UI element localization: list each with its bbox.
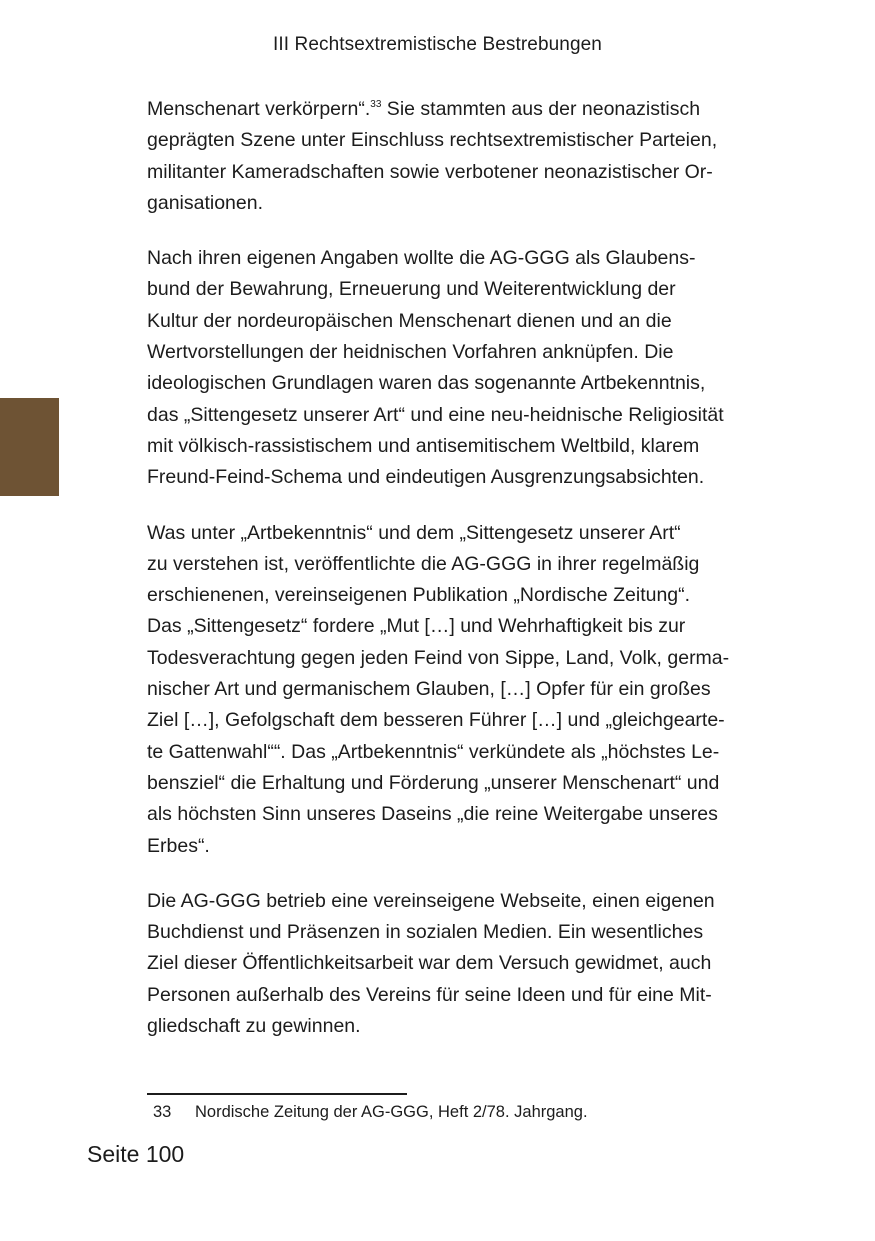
text-line: bensziel“ die Erhaltung und Förderung „unserer Menschenart“ und [147,771,720,794]
text-line: militanter Kameradschaften sowie verbotener neonazistischer Or- [147,160,713,183]
running-header: III Rechtsextremistische Bestrebungen [273,34,602,55]
text-line: geprägten Szene unter Einschluss rechtsextremistischer Parteien, [147,129,718,152]
text-line [147,94,787,125]
text-line: zu verstehen ist, veröffentlichte die AG-GGG in ihrer regelmäßig [147,552,700,575]
text-line: Was unter „Artbekenntnis“ und dem „Sittengesetz unserer Art“ [147,521,681,544]
text-line: ganisationen. [147,191,264,214]
text-line: Erbes“. [147,834,210,857]
page-number: Seite 100 [87,1141,185,1167]
text-line: Todesverachtung gegen jeden Feind von Sippe, Land, Volk, germa- [147,646,730,669]
paragraph-1 [147,94,787,219]
paragraph-2 [147,243,787,493]
text-line: nischer Art und germanischem Glauben, […] Opfer für ein großes [147,678,711,701]
text-line: das „Sittengesetz unserer Art“ und eine neu-heidnische Religiosität [147,403,724,426]
text-line: bund der Bewahrung, Erneuerung und Weiterentwicklung der [147,278,676,301]
chapter-side-tab [0,398,59,496]
text-line: Nach ihren eigenen Angaben wollte die AG-GGG als Glaubens- [147,247,696,270]
text-line: Die AG-GGG betrieb eine vereinseigene Webseite, einen eigenen [147,889,715,912]
paragraph-4 [147,886,787,1042]
text-line: Ziel […], Gefolgschaft dem besseren Führer […] und „gleichgearte- [147,709,725,732]
text-line: gliedschaft zu gewinnen. [147,1015,361,1038]
text-line: Freund-Feind-Schema und eindeutigen Ausgrenzungsabsichten. [147,466,705,489]
text-line: erschienenen, vereinseigenen Publikation „Nordische Zeitung“. [147,584,691,607]
text-segment: Sie stammten aus der neonazistisch [381,98,701,120]
body-text [147,94,787,1066]
text-line: te Gattenwahl““. Das „Artbekenntnis“ verkündete als „höchstes Le- [147,740,720,763]
text-segment: Menschenart verkörpern“. [147,98,371,120]
text-line: Wertvorstellungen der heidnischen Vorfahren anknüpfen. Die [147,341,674,364]
footnote-divider [147,1093,407,1095]
text-line: Das „Sittengesetz“ fordere „Mut […] und Wehrhaftigkeit bis zur [147,615,686,638]
text-line: Kultur der nordeuropäischen Menschenart dienen und an die [147,309,672,332]
text-line: Buchdienst und Präsenzen in sozialen Medien. Ein wesentliches [147,921,704,944]
paragraph-3 [147,518,787,862]
text-line: ideologischen Grundlagen waren das sogenannte Artbekenntnis, [147,372,706,395]
footnote [153,1103,588,1122]
text-line: Personen außerhalb des Vereins für seine Ideen und für eine Mit- [147,983,712,1006]
footnote-text: Nordische Zeitung der AG-GGG, Heft 2/78. Jahrgang. [195,1103,588,1121]
text-line: Ziel dieser Öffentlichkeitsarbeit war dem Versuch gewidmet, auch [147,952,712,975]
footnote-number: 33 [153,1103,172,1121]
text-line: mit völkisch-rassistischem und antisemitischem Weltbild, klarem [147,434,700,457]
text-line: als höchsten Sinn unseres Daseins „die reine Weitergabe unseres [147,803,718,826]
footnote-reference: 33 [370,99,382,110]
